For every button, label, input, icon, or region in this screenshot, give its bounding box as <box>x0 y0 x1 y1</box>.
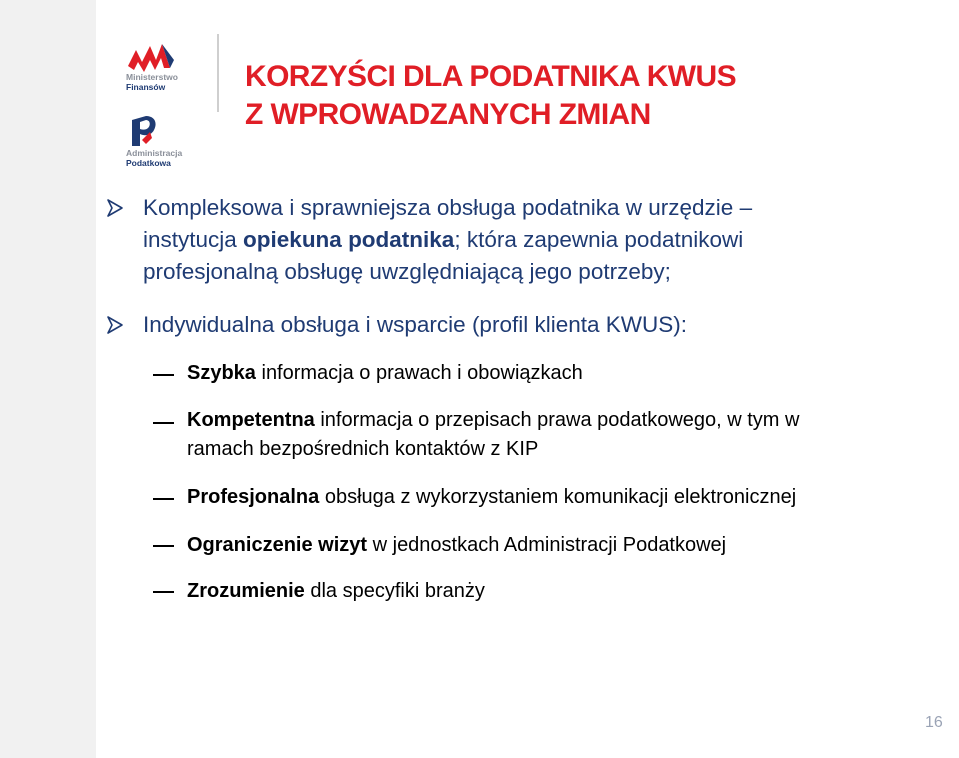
bullet-text: instytucja <box>143 227 244 252</box>
sub-item-text: obsługa z wykorzystaniem komunikacji elektronicznej <box>319 486 797 508</box>
sub-item-bold: Zrozumienie <box>187 580 305 602</box>
sub-item-bold: Kompetentna <box>187 409 315 431</box>
bullet-bold-text: opiekuna podatnika <box>243 227 455 252</box>
bullet-line <box>143 192 933 224</box>
dash-bullet-icon <box>153 591 174 593</box>
tax-admin-logo-line2: Podatkowa <box>126 158 171 168</box>
arrowhead-bullet-icon <box>106 198 124 218</box>
ministry-logo-text <box>126 72 178 92</box>
dash-bullet-icon <box>153 422 174 424</box>
sub-item-bold: Profesjonalna <box>187 486 320 508</box>
ministry-logo-line2: Finansów <box>126 82 166 92</box>
arrowhead-bullet-icon <box>106 315 124 335</box>
bullet-text: profesjonalną obsługę uwzględniającą jego potrzeby; <box>143 259 671 284</box>
sub-item-bold: Ograniczenie wizyt <box>187 534 368 556</box>
sub-item-limit-visits <box>187 531 957 560</box>
title-line-1: KORZYŚCI DLA PODATNIKA KWUS <box>245 60 737 93</box>
dash-bullet-icon <box>153 545 174 547</box>
sub-item-text: informacja o prawach i obowiązkach <box>255 362 583 384</box>
bullet-item-comprehensive-service <box>143 192 933 288</box>
sub-item-quick-info <box>187 359 957 388</box>
bullet-line <box>143 256 933 288</box>
bullet-text: Kompleksowa i sprawniejsza obsługa podatnika w urzędzie – <box>143 195 753 220</box>
sub-item-professional-service <box>187 483 957 512</box>
ministry-logo-line1: Ministerstwo <box>126 72 178 82</box>
sub-item-text: dla specyfiki branży <box>304 580 485 602</box>
tax-admin-logo-text <box>126 148 182 168</box>
sub-item-understanding <box>187 577 957 606</box>
dash-bullet-icon <box>153 374 174 376</box>
logo-divider <box>217 34 219 112</box>
tax-admin-logo-line1: Administracja <box>126 148 183 158</box>
sub-item-line <box>187 406 957 435</box>
bullet-line <box>143 224 933 256</box>
sub-item-text: informacja o przepisach prawa podatkowego, w tym w <box>314 409 800 431</box>
left-sidebar-band <box>0 0 96 758</box>
title-line-2: Z WPROWADZANYCH ZMIAN <box>245 98 651 131</box>
slide-title <box>245 58 885 134</box>
sub-item-text: w jednostkach Administracji Podatkowej <box>367 534 727 556</box>
bullet-text: Indywidualna obsługa i wsparcie (profil klienta KWUS): <box>143 312 687 337</box>
sub-item-bold: Szybka <box>187 362 256 384</box>
page-number: 16 <box>925 714 943 731</box>
sub-item-line: ramach bezpośrednich kontaktów z KIP <box>187 438 539 460</box>
bullet-item-individual-service <box>143 309 933 341</box>
sub-item-competent-info <box>187 406 957 464</box>
bullet-text: ; która zapewnia podatnikowi <box>454 227 744 252</box>
bullet-line <box>143 309 933 341</box>
dash-bullet-icon <box>153 498 174 500</box>
